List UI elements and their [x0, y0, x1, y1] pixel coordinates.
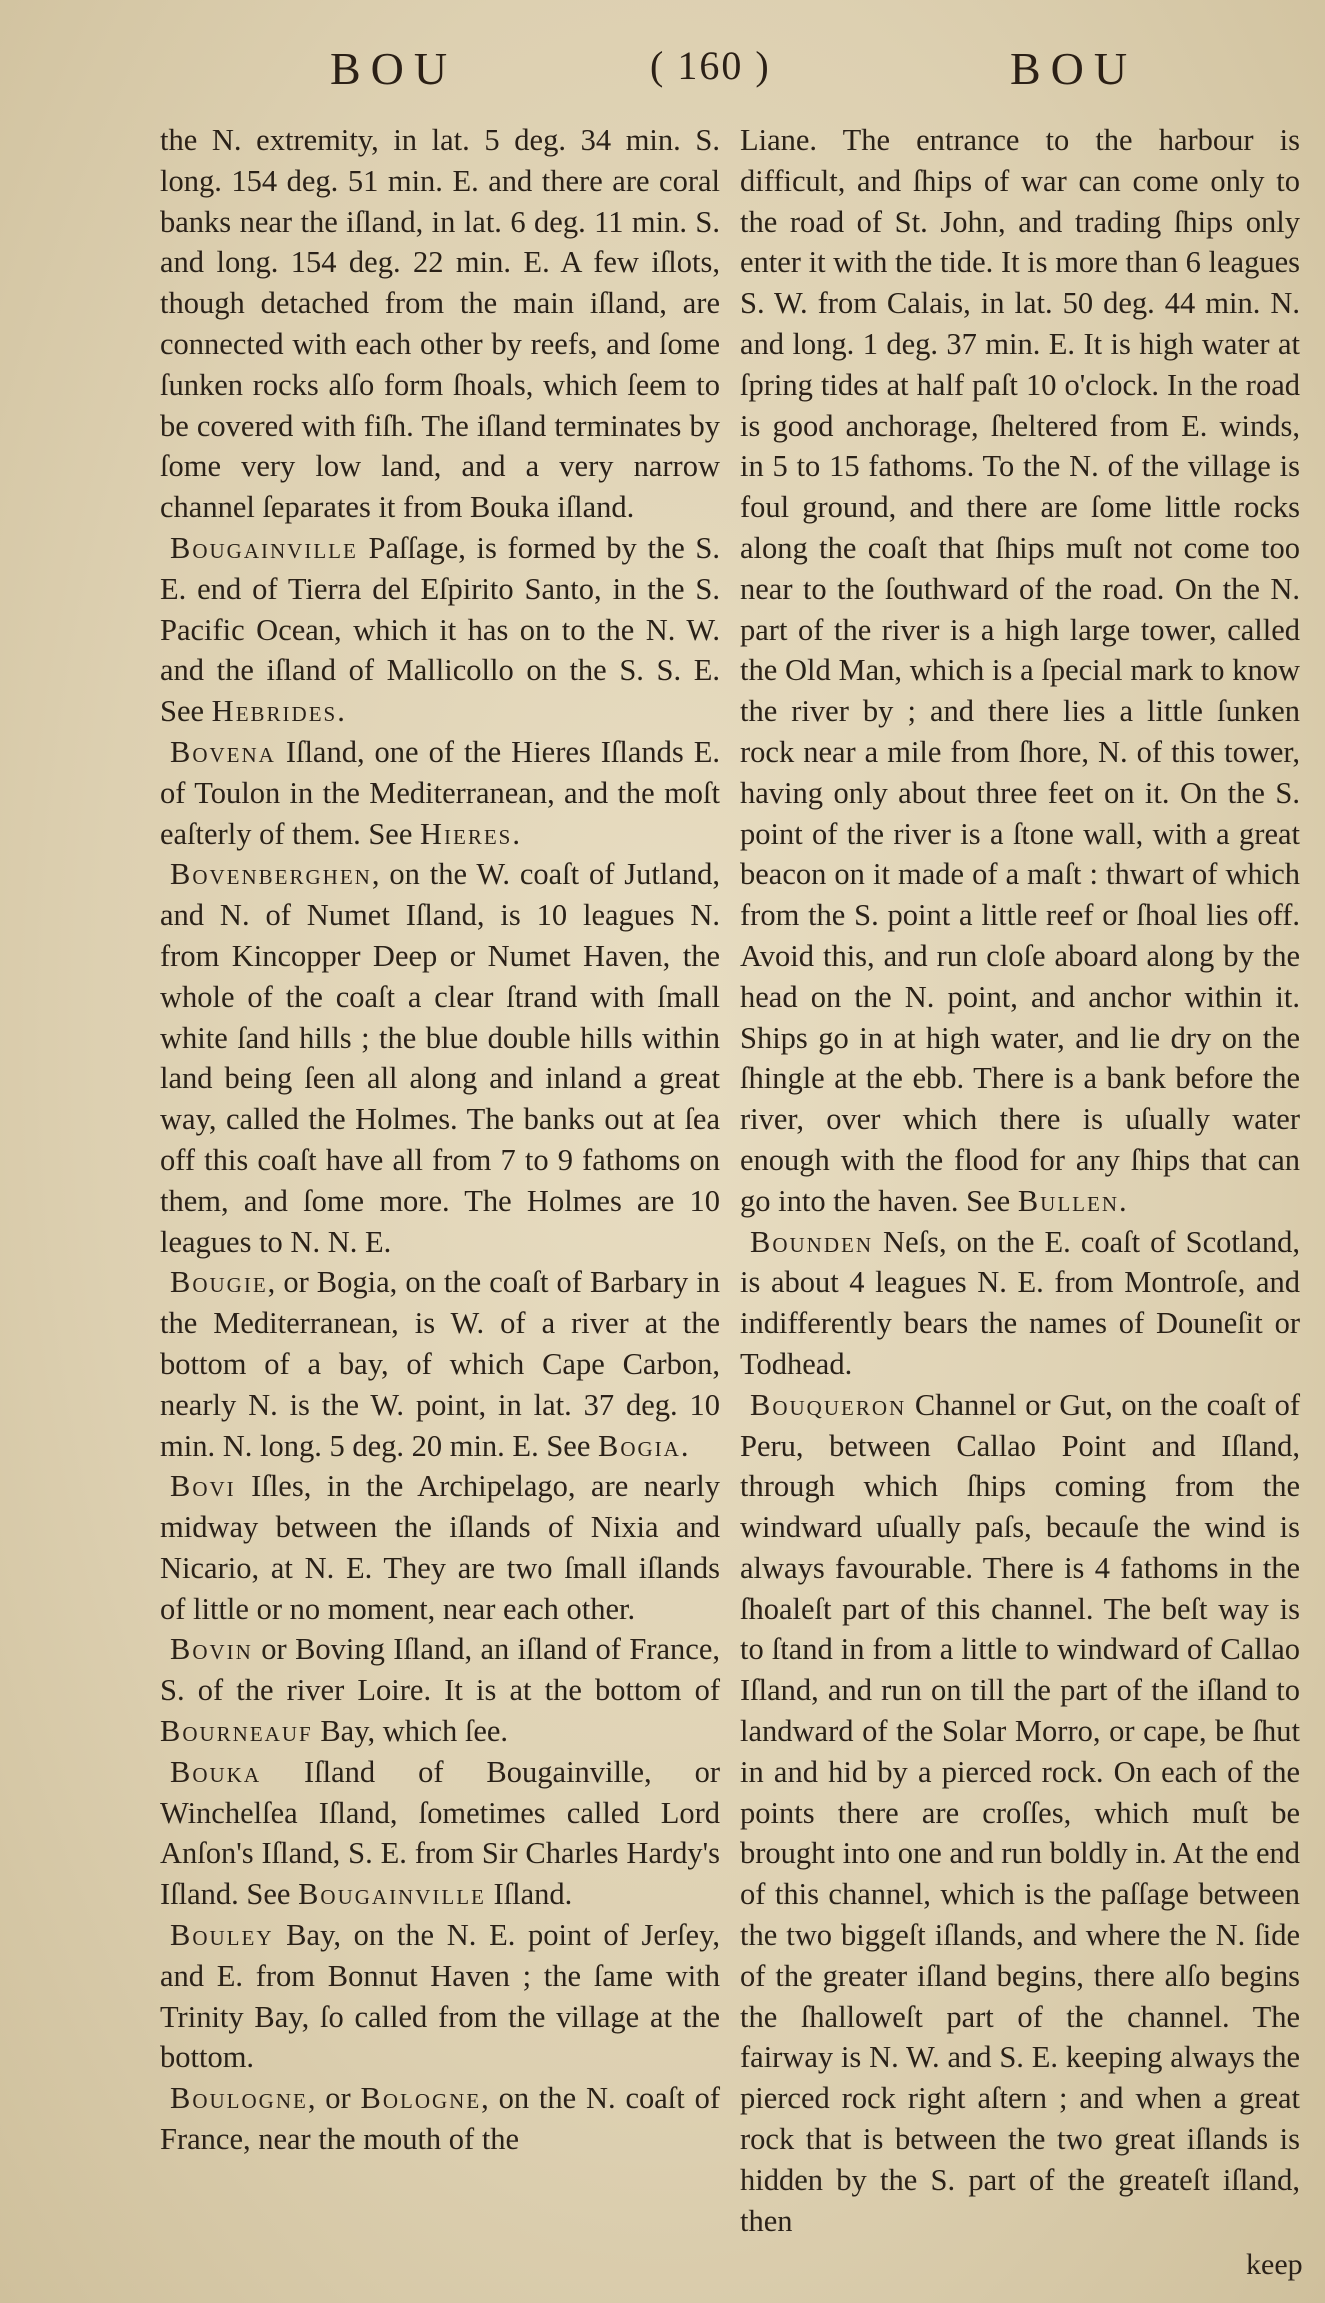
- entry-bounden: Bounden Neſs, on the E. coaſt of Scotland, is about 4 leagues N. E. from Montroſe, and indifferently bears the names of Douneſit or Todhead.: [740, 1224, 1300, 1381]
- entry-bouley: Bouley Bay, on the N. E. point of Jerſey, and E. from Bonnut Haven ; the ſame with Trinity Bay, ſo called from the village at the bottom.: [160, 1918, 720, 2075]
- entry-boulogne-continuation: Liane. The entrance to the harbour is difficult, and ſhips of war can come only to the road of St. John, and trading ſhips only enter it with the tide. It is more than 6 leagues S. W. from Calais, in lat. 50 deg. 44 min. N. and long. 1 deg. 37 min. E. It is high water at ſpring tides at half paſt 10 o'clock. In the road is good anchorage, ſheltered from E. winds, in 5 to 15 fathoms. To the N. of the village is foul ground, and there are ſome little rocks along the coaſt that ſhips muſt not come too near to the ſouthward of the road. On the N. part of the river is a high large tower, called the Old Man, which is a ſpecial mark to know the river by ; and there lies a little ſunken rock near a mile from ſhore, N. of this tower, having only about three feet on it. On the S. point of the river is a ſtone wall, with a great beacon on it made of a maſt : thwart of which from the S. point a little reef or ſhoal lies off. Avoid this, and run cloſe aboard along by the head on the N. point, and anchor within it. Ships go in at high water, and lie dry on the ſhingle at the ebb. There is a bank before the river, over which there is uſually water enough with the flood for any ſhips that can go into the haven. See Bullen.: [740, 123, 1300, 1218]
- running-header: [0, 42, 1325, 102]
- header-left: BOU: [330, 43, 458, 94]
- entry-bougie: Bougie, or Bogia, on the coaſt of Barbary in the Mediterranean, is W. of a river at the bottom of a bay, of which Cape Carbon, nearly N. is the W. point, in lat. 37 deg. 10 min. N. long. 5 deg. 20 min. E. See Bogia.: [160, 1265, 720, 1463]
- entry-bovi: Bovi Iſles, in the Archipelago, are nearly midway between the iſlands of Nixia and Nicario, at N. E. They are two ſmall iſlands of little or no moment, near each other.: [160, 1469, 720, 1626]
- header-right: BOU: [1010, 43, 1138, 94]
- entry-bouka: Bouka Iſland of Bougainville, or Winchelſea Iſland, ſometimes called Lord Anſon's Iſland, S. E. from Sir Charles Hardy's Iſland. See Bougainville Iſland.: [160, 1754, 720, 1912]
- right-column: [740, 120, 1300, 2241]
- entry-bougainville-passage: Bougainville Paſſage, is formed by the S. E. end of Tierra del Eſpirito Santo, in the S. Pacific Ocean, which it has on to the N. W. and the iſland of Mallicollo on the S. S. E. See Hebrides.: [160, 530, 720, 729]
- page-number: ( 160 ): [650, 43, 771, 88]
- entry-bouqueron: Bouqueron Channel or Gut, on the coaſt of Peru, between Callao Point and Iſland, through which ſhips coming from the windward uſually paſs, becauſe the wind is always favourable. There is 4 fathoms in the ſhoaleſt part of this channel. The beſt way is to ſtand in from a little to windward of Callao Iſland, and run on till the part of the iſland to landward of the Solar Morro, or cape, be ſhut in and hid by a pierced rock. On each of the points there are croſſes, which muſt be brought into one and run boldly in. At the end of this channel, which is the paſſage between the two biggeſt iſlands, and where the N. ſide of the greater iſland begins, there alſo begins the ſhalloweſt part of the channel. The fairway is N. W. and S. E. keeping always the pierced rock right aſtern ; and when a great rock that is between the two great iſlands is hidden by the S. part of the greateſt iſland, then: [740, 1387, 1300, 2238]
- entry-boulogne: Boulogne, or Bologne, on the N. coaſt of France, near the mouth of the: [160, 2081, 720, 2157]
- entry-continuation: the N. extremity, in lat. 5 deg. 34 min. S. long. 154 deg. 51 min. E. and there are coral banks near the iſland, in lat. 6 deg. 11 min. S. and long. 154 deg. 22 min. E. A few iſlots, though detached from the main iſland, are connected with each other by reefs, and ſome ſunken rocks alſo form ſhoals, which ſeem to be covered with fiſh. The iſland terminates by ſome very low land, and a very narrow channel ſeparates it from Bouka iſland.: [160, 123, 720, 525]
- entry-bovena: Bovena Iſland, one of the Hieres Iſlands E. of Toulon in the Mediterranean, and the moſt eaſterly of them. See Hieres.: [160, 734, 720, 851]
- entry-bovin: Bovin or Boving Iſland, an iſland of France, S. of the river Loire. It is at the bottom of Bourneauf Bay, which ſee.: [160, 1632, 720, 1749]
- left-column: [160, 120, 720, 2160]
- entry-bovenberghen: Bovenberghen, on the W. coaſt of Jutland, and N. of Numet Iſland, is 10 leagues N. from Kincopper Deep or Numet Haven, the whole of the coaſt a clear ſtrand with ſmall white ſand hills ; the blue double hills within land being ſeen all along and inland a great way, called the Holmes. The banks out at ſea off this coaſt have all from 7 to 9 fathoms on them, and ſome more. The Holmes are 10 leagues to N. N. E.: [160, 857, 720, 1259]
- catchword: keep: [1246, 2248, 1303, 2281]
